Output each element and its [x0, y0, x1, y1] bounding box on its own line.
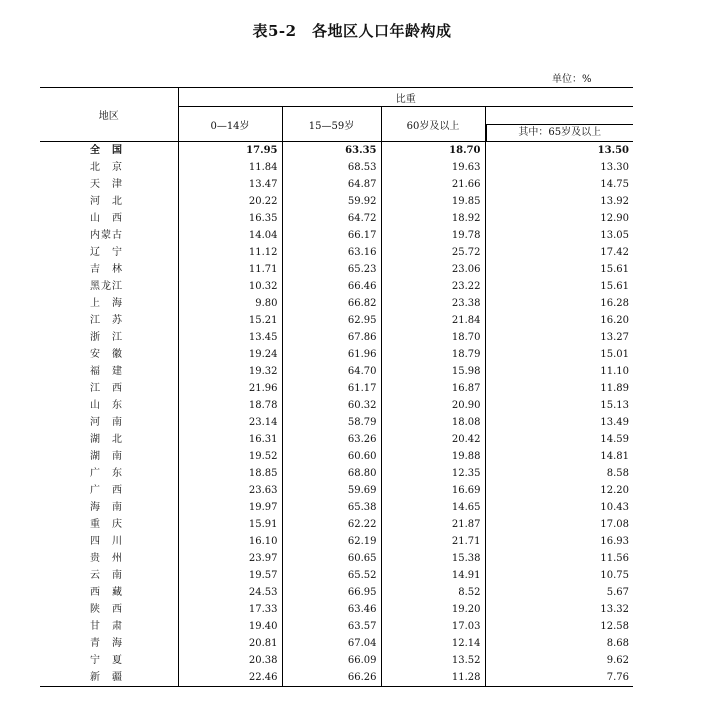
value-15-59-cell: 66.46: [282, 278, 381, 295]
region-cell: 山 西: [40, 210, 178, 227]
table-row: [40, 669, 633, 687]
value-65-plus-cell: 13.05: [600, 230, 629, 241]
region-cell: 浙 江: [40, 329, 178, 346]
value-65-plus-cell: 16.93: [600, 536, 629, 547]
value-15-59-cell: 66.95: [282, 584, 381, 601]
header-65-cell: [485, 107, 633, 142]
table-row: [40, 346, 633, 363]
value-65-plus-cell: 15.01: [600, 349, 629, 360]
header-region: 地区: [40, 88, 178, 142]
value-0-14-cell: 16.35: [178, 210, 282, 227]
value-65-plus-cell: 17.08: [600, 519, 629, 530]
table-row: [40, 448, 633, 465]
value-65-plus-cell: 10.75: [600, 570, 629, 581]
value-0-14-cell: 17.95: [178, 142, 282, 160]
value-60-plus-cell: 19.63: [381, 159, 485, 176]
value-65-plus-cell: 14.81: [600, 451, 629, 462]
value-0-14-cell: 15.21: [178, 312, 282, 329]
table-row: [40, 601, 633, 618]
value-60-plus-cell: 19.85: [381, 193, 485, 210]
header-age-60-plus: 60岁及以上: [381, 107, 485, 142]
value-65-plus-cell: 14.75: [600, 179, 629, 190]
region-cell: 重 庆: [40, 516, 178, 533]
region-cell: 天 津: [40, 176, 178, 193]
table-row: [40, 397, 633, 414]
value-0-14-cell: 13.45: [178, 329, 282, 346]
header-age-0-14: 0—14岁: [178, 107, 282, 142]
value-15-59-cell: 63.46: [282, 601, 381, 618]
value-65-plus-cell: 7.76: [485, 669, 633, 687]
value-65-plus-cell: 13.50: [597, 145, 629, 156]
value-0-14-cell: 23.14: [178, 414, 282, 431]
value-0-14-cell: 15.91: [178, 516, 282, 533]
value-65-plus-cell: 8.58: [606, 468, 629, 479]
value-60-plus-cell: 15.38: [381, 550, 485, 567]
region-cell: 吉 林: [40, 261, 178, 278]
region-cell: 河 南: [40, 414, 178, 431]
value-60-plus-cell: 15.98: [381, 363, 485, 380]
value-0-14-cell: 21.96: [178, 380, 282, 397]
value-15-59-cell: 68.80: [282, 465, 381, 482]
value-15-59-cell: 63.57: [282, 618, 381, 635]
value-60-plus-cell: 14.65: [381, 499, 485, 516]
value-60-plus-cell: 8.52: [381, 584, 485, 601]
region-cell: 西 藏: [40, 584, 178, 601]
unit-label: 单位：%: [552, 74, 592, 85]
value-60-plus-cell: 21.87: [381, 516, 485, 533]
header-age-65-plus: 其中：65岁及以上: [486, 124, 634, 141]
value-60-plus-cell: 17.03: [381, 618, 485, 635]
table-row: [40, 584, 633, 601]
value-65-plus-cell: 12.58: [600, 621, 629, 632]
region-cell: 广 东: [40, 465, 178, 482]
region-cell: 安 徽: [40, 346, 178, 363]
region-cell: 江 苏: [40, 312, 178, 329]
value-60-plus-cell: 19.78: [381, 227, 485, 244]
value-0-14-cell: 19.57: [178, 567, 282, 584]
region-cell: 北 京: [40, 159, 178, 176]
value-15-59-cell: 60.32: [282, 397, 381, 414]
value-15-59-cell: 68.53: [282, 159, 381, 176]
value-65-plus-cell: 14.59: [600, 434, 629, 445]
region-cell: 黑龙江: [40, 278, 178, 295]
value-0-14-cell: 19.40: [178, 618, 282, 635]
value-65-plus-cell: 9.62: [606, 655, 629, 666]
value-0-14-cell: 18.85: [178, 465, 282, 482]
value-15-59-cell: 61.17: [282, 380, 381, 397]
table-row-total: [40, 142, 633, 160]
value-15-59-cell: 58.79: [282, 414, 381, 431]
table-row: [40, 533, 633, 550]
region-cell: 福 建: [40, 363, 178, 380]
region-cell: 江 西: [40, 380, 178, 397]
value-15-59-cell: 65.38: [282, 499, 381, 516]
value-15-59-cell: 59.69: [282, 482, 381, 499]
table-title: 表5-2 各地区人口年龄构成: [252, 22, 452, 40]
region-cell: 海 南: [40, 499, 178, 516]
table-body: [40, 142, 633, 687]
region-cell: 山 东: [40, 397, 178, 414]
value-60-plus-cell: 18.70: [381, 142, 485, 160]
value-65-plus-cell: 16.28: [600, 298, 629, 309]
value-65-plus-cell: 12.90: [600, 213, 629, 224]
value-15-59-cell: 62.19: [282, 533, 381, 550]
table-row: [40, 499, 633, 516]
region-cell: 宁 夏: [40, 652, 178, 669]
table-row: [40, 329, 633, 346]
value-15-59-cell: 66.09: [282, 652, 381, 669]
value-0-14-cell: 9.80: [178, 295, 282, 312]
region-cell: 青 海: [40, 635, 178, 652]
value-0-14-cell: 10.32: [178, 278, 282, 295]
region-cell: 陕 西: [40, 601, 178, 618]
value-60-plus-cell: 14.91: [381, 567, 485, 584]
table-row: [40, 176, 633, 193]
table-row: [40, 295, 633, 312]
value-65-plus-cell: 8.68: [606, 638, 629, 649]
value-65-plus-cell: 12.20: [600, 485, 629, 496]
value-15-59-cell: 66.26: [282, 669, 381, 687]
value-0-14-cell: 19.24: [178, 346, 282, 363]
value-60-plus-cell: 19.20: [381, 601, 485, 618]
value-65-plus-cell: 15.61: [600, 281, 629, 292]
value-0-14-cell: 19.97: [178, 499, 282, 516]
region-cell: 新 疆: [40, 669, 178, 687]
table-row: [40, 465, 633, 482]
value-65-plus-cell: 15.61: [600, 264, 629, 275]
population-age-table: [40, 87, 633, 687]
value-60-plus-cell: 23.22: [381, 278, 485, 295]
value-15-59-cell: 64.70: [282, 363, 381, 380]
table-row: [40, 516, 633, 533]
header-ratio: 比重: [178, 88, 633, 107]
value-15-59-cell: 63.26: [282, 431, 381, 448]
value-60-plus-cell: 12.35: [381, 465, 485, 482]
value-60-plus-cell: 19.88: [381, 448, 485, 465]
table-row: [40, 635, 633, 652]
region-cell: 广 西: [40, 482, 178, 499]
table-row: [40, 244, 633, 261]
table-row: [40, 312, 633, 329]
table-row: [40, 159, 633, 176]
value-0-14-cell: 18.78: [178, 397, 282, 414]
header-age-15-59: 15—59岁: [282, 107, 381, 142]
region-cell: 全 国: [40, 142, 178, 160]
table-row: [40, 363, 633, 380]
value-15-59-cell: 62.95: [282, 312, 381, 329]
table-row: [40, 567, 633, 584]
value-65-plus-cell: 10.43: [600, 502, 629, 513]
region-cell: 内蒙古: [40, 227, 178, 244]
value-65-plus-cell: 13.92: [600, 196, 629, 207]
value-65-plus-cell: 15.13: [600, 400, 629, 411]
value-0-14-cell: 23.63: [178, 482, 282, 499]
table-row: [40, 193, 633, 210]
value-65-plus-cell: 17.42: [600, 247, 629, 258]
value-60-plus-cell: 23.38: [381, 295, 485, 312]
value-60-plus-cell: 18.79: [381, 346, 485, 363]
value-60-plus-cell: 18.92: [381, 210, 485, 227]
region-cell: 贵 州: [40, 550, 178, 567]
table-row: [40, 550, 633, 567]
table-row: [40, 278, 633, 295]
region-cell: 四 川: [40, 533, 178, 550]
value-0-14-cell: 24.53: [178, 584, 282, 601]
value-65-plus-cell: 16.20: [600, 315, 629, 326]
value-15-59-cell: 63.35: [282, 142, 381, 160]
value-15-59-cell: 59.92: [282, 193, 381, 210]
value-15-59-cell: 63.16: [282, 244, 381, 261]
value-60-plus-cell: 13.52: [381, 652, 485, 669]
value-0-14-cell: 17.33: [178, 601, 282, 618]
region-cell: 甘 肃: [40, 618, 178, 635]
value-15-59-cell: 66.17: [282, 227, 381, 244]
value-0-14-cell: 11.71: [178, 261, 282, 278]
value-60-plus-cell: 18.08: [381, 414, 485, 431]
value-60-plus-cell: 20.42: [381, 431, 485, 448]
value-0-14-cell: 16.10: [178, 533, 282, 550]
value-0-14-cell: 22.46: [178, 669, 282, 687]
value-60-plus-cell: 21.71: [381, 533, 485, 550]
value-0-14-cell: 13.47: [178, 176, 282, 193]
region-cell: 湖 南: [40, 448, 178, 465]
region-cell: 河 北: [40, 193, 178, 210]
value-65-plus-cell: 13.30: [600, 162, 629, 173]
value-60-plus-cell: 11.28: [381, 669, 485, 687]
value-0-14-cell: 20.38: [178, 652, 282, 669]
value-0-14-cell: 16.31: [178, 431, 282, 448]
value-0-14-cell: 14.04: [178, 227, 282, 244]
value-65-plus-cell: 13.32: [600, 604, 629, 615]
value-15-59-cell: 67.04: [282, 635, 381, 652]
value-0-14-cell: 23.97: [178, 550, 282, 567]
value-60-plus-cell: 21.66: [381, 176, 485, 193]
value-65-plus-cell: 11.10: [600, 366, 629, 377]
value-60-plus-cell: 20.90: [381, 397, 485, 414]
table-row: [40, 227, 633, 244]
value-15-59-cell: 67.86: [282, 329, 381, 346]
value-60-plus-cell: 25.72: [381, 244, 485, 261]
value-15-59-cell: 64.87: [282, 176, 381, 193]
region-cell: 湖 北: [40, 431, 178, 448]
value-15-59-cell: 60.60: [282, 448, 381, 465]
value-65-plus-cell: 13.49: [600, 417, 629, 428]
table-row: [40, 261, 633, 278]
value-65-plus-cell: 11.56: [600, 553, 629, 564]
value-15-59-cell: 61.96: [282, 346, 381, 363]
table-row: [40, 380, 633, 397]
value-60-plus-cell: 12.14: [381, 635, 485, 652]
table-row: [40, 482, 633, 499]
value-60-plus-cell: 16.69: [381, 482, 485, 499]
value-0-14-cell: 19.52: [178, 448, 282, 465]
value-0-14-cell: 11.12: [178, 244, 282, 261]
region-cell: 辽 宁: [40, 244, 178, 261]
value-15-59-cell: 64.72: [282, 210, 381, 227]
value-65-plus-cell: 13.27: [600, 332, 629, 343]
table-row: [40, 210, 633, 227]
value-60-plus-cell: 16.87: [381, 380, 485, 397]
table-row: [40, 652, 633, 669]
value-0-14-cell: 20.81: [178, 635, 282, 652]
value-15-59-cell: 60.65: [282, 550, 381, 567]
table-row: [40, 618, 633, 635]
table-row: [40, 414, 633, 431]
table-row: [40, 431, 633, 448]
value-65-plus-cell: 5.67: [606, 587, 629, 598]
value-60-plus-cell: 23.06: [381, 261, 485, 278]
value-0-14-cell: 20.22: [178, 193, 282, 210]
value-15-59-cell: 65.52: [282, 567, 381, 584]
value-0-14-cell: 11.84: [178, 159, 282, 176]
value-15-59-cell: 62.22: [282, 516, 381, 533]
value-15-59-cell: 65.23: [282, 261, 381, 278]
value-0-14-cell: 19.32: [178, 363, 282, 380]
value-60-plus-cell: 18.70: [381, 329, 485, 346]
region-cell: 云 南: [40, 567, 178, 584]
value-65-plus-cell: 11.89: [600, 383, 629, 394]
region-cell: 上 海: [40, 295, 178, 312]
value-15-59-cell: 66.82: [282, 295, 381, 312]
value-60-plus-cell: 21.84: [381, 312, 485, 329]
